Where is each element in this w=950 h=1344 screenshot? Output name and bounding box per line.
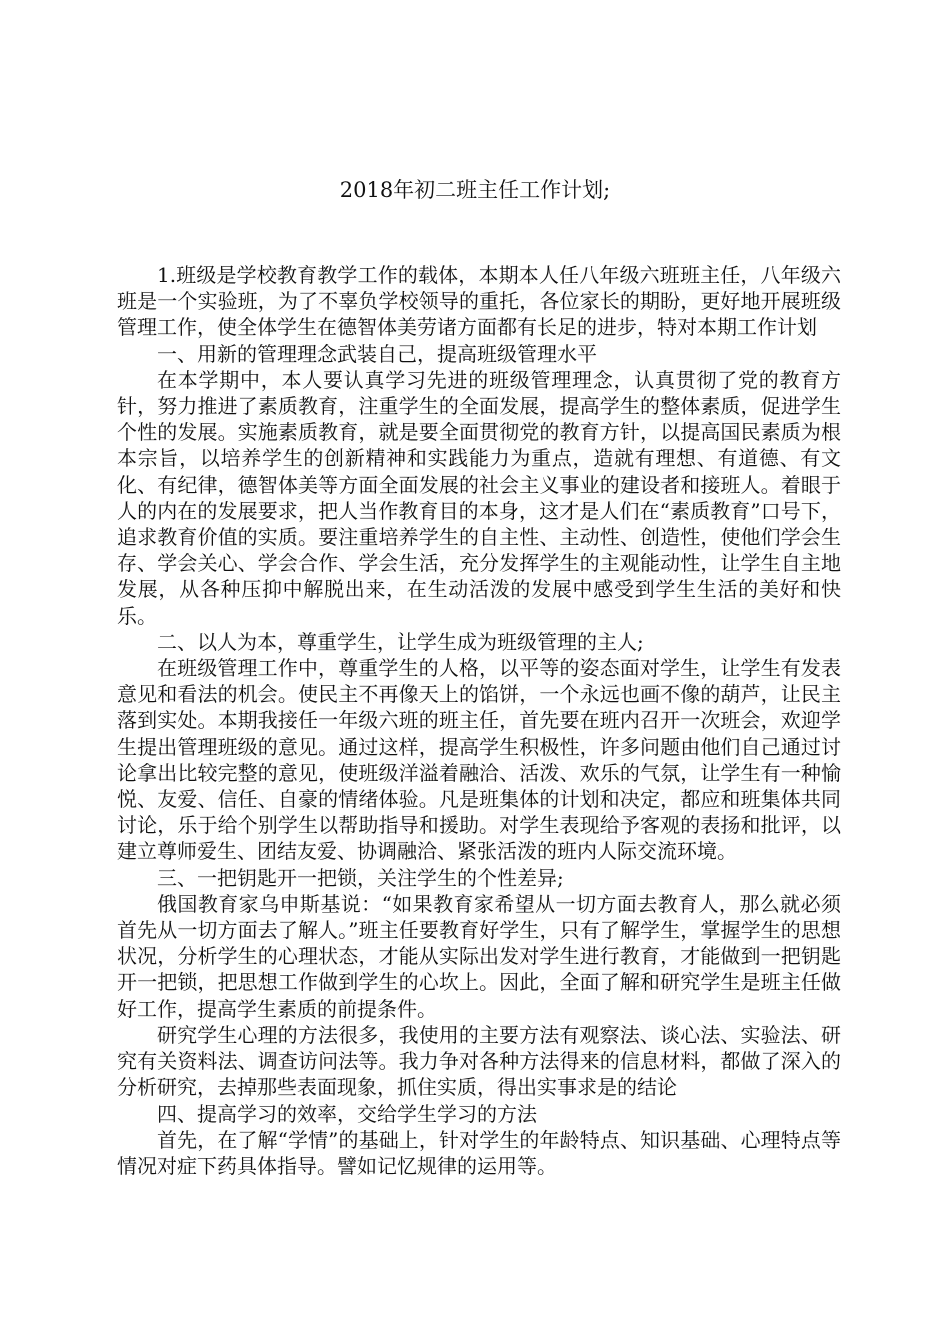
paragraph-section-3a: 俄国教育家乌申斯基说：“如果教育家希望从一切方面去教育人，那么就必须首先从一切方面去了解人。”班主任要教育好学生，只有了解学生，掌握学生的思想状况，分析学生的心理状态，才能从实际出发对学生进行教育，才能做到一把钥匙开一把锁，把思想工作做到学生的心坎上。因此，全面了解和研究学生是班主任做好工作，提高学生素质的前提条件。	[117, 891, 841, 1021]
paragraph-section-4: 首先，在了解“学情”的基础上，针对学生的年龄特点、知识基础、心理特点等情况对症下药具体指导。譬如记忆规律的运用等。	[117, 1127, 841, 1178]
paragraph-section-3b: 研究学生心理的方法很多，我使用的主要方法有观察法、谈心法、实验法、研究有关资料法、调查访问法等。我力争对各种方法得来的信息材料，都做了深入的分析研究，去掉那些表面现象，抓住实质，得出实事求是的结论	[117, 1022, 841, 1100]
document-body	[117, 262, 841, 1179]
paragraph-section-1: 在本学期中，本人要认真学习先进的班级管理理念，认真贯彻了党的教育方针，努力推进了素质教育，注重学生的全面发展，提高学生的整体素质，促进学生个性的发展。实施素质教育，就是要全面贯彻党的教育方针，以提高国民素质为根本宗旨，以培养学生的创新精神和实践能力为重点，造就有理想、有道德、有文化、有纪律，德智体美等方面全面发展的社会主义事业的建设者和接班人。着眼于人的内在的发展要求，把人当作教育目的本身，这才是人们在“素质教育”口号下，追求教育价值的实质。要注重培养学生的自主性、主动性、创造性，使他们学会生存、学会关心、学会合作、学会生活，充分发挥学生的主观能动性，让学生自主地发展，从各种压抑中解脱出来，在生动活泼的发展中感受到学生生活的美好和快乐。	[117, 367, 841, 628]
section-heading-1: 一、用新的管理理念武装自己，提高班级管理水平	[157, 341, 597, 366]
section-heading-2: 二、以人为本，尊重学生，让学生成为班级管理的主人;	[157, 629, 644, 654]
paragraph-section-2: 在班级管理工作中，尊重学生的人格，以平等的姿态面对学生，让学生有发表意见和看法的机会。使民主不再像天上的馅饼，一个永远也画不像的葫芦，让民主落到实处。本期我接任一年级六班的班主任，首先要在班内召开一次班会，欢迎学生提出管理班级的意见。通过这样，提高学生积极性，许多问题由他们自己通过讨论拿出比较完整的意见，使班级洋溢着融洽、活泼、欢乐的气氛，让学生有一种愉悦、友爱、信任、自豪的情绪体验。凡是班集体的计划和决定，都应和班集体共同讨论，乐于给个别学生以帮助指导和援助。对学生表现给予客观的表扬和批评，以建立尊师爱生、团结友爱、协调融洽、紧张活泼的班内人际交流环境。	[117, 656, 841, 864]
document-title: 2018年初二班主任工作计划;	[339, 178, 611, 202]
paragraph-intro: 1.班级是学校教育教学工作的载体，本期本人任八年级六班班主任，八年级六班是一个实验班，为了不辜负学校领导的重托，各位家长的期盼，更好地开展班级管理工作，使全体学生在德智体美劳诸方面都有长足的进步，特对本期工作计划	[117, 263, 841, 340]
section-heading-3: 三、一把钥匙开一把锁，关注学生的个性差异;	[157, 865, 564, 890]
section-heading-4: 四、提高学习的效率，交给学生学习的方法	[157, 1101, 537, 1126]
